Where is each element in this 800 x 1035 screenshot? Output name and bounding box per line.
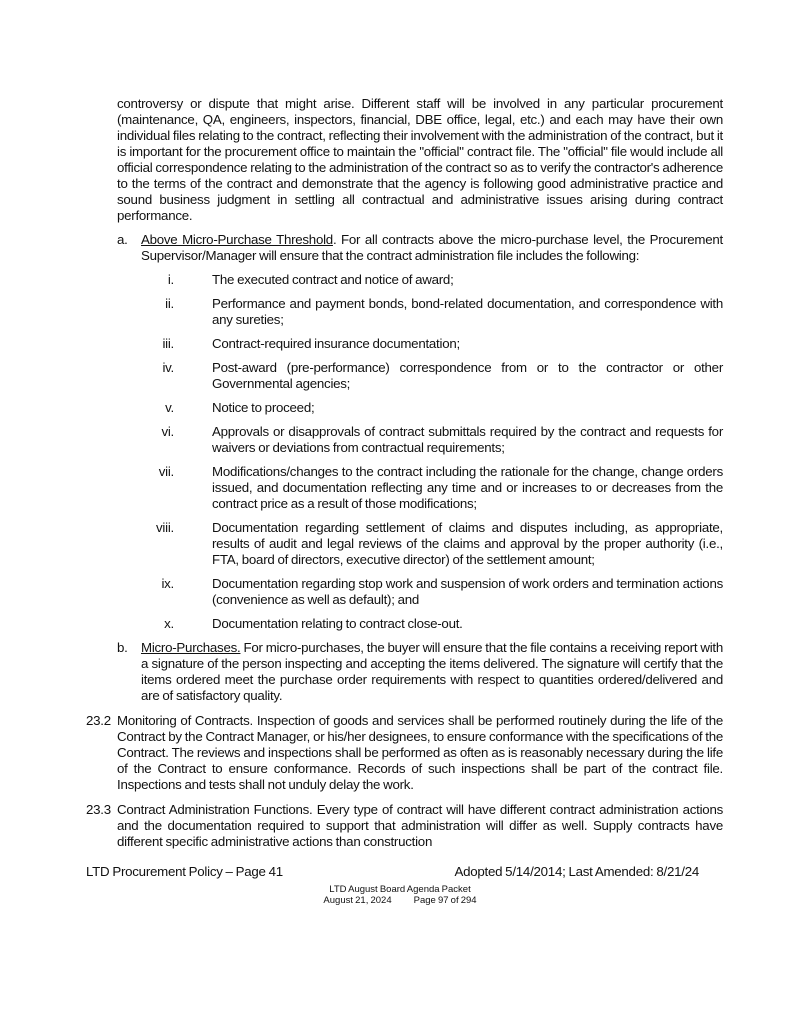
- footer-right: Adopted 5/14/2014; Last Amended: 8/21/24: [454, 864, 699, 879]
- list-item: [130, 296, 723, 328]
- list-item-number: vi.: [161, 424, 174, 439]
- list-item: [130, 520, 723, 568]
- list-item-number: ix.: [161, 576, 174, 591]
- list-item: [130, 464, 723, 512]
- list-item-number: ii.: [165, 296, 174, 311]
- list-item-text: Documentation relating to contract close-out.: [212, 616, 463, 631]
- item-a-text: . For all contracts above the micro-purchase level, the Procurement Supervisor/Manager will ensure that the contract administration file includes the following:: [141, 232, 723, 263]
- page-footer: [0, 864, 800, 924]
- list-item-text: Modifications/changes to the contract including the rationale for the change, change orders issued, and documentation reflecting any time and or increases to or decreases from the contract price as a result of those modifications;: [212, 464, 723, 511]
- packet-info: [0, 895, 800, 906]
- list-item-text: Performance and payment bonds, bond-related documentation, and correspondence with any sureties;: [212, 296, 723, 327]
- packet-date: August 21, 2024: [323, 895, 392, 906]
- section-text: Monitoring of Contracts. Inspection of goods and services shall be performed routinely during the life of the Contract by the Contract Manager, or his/her designees, to ensure conformance with the specifications of the Contract. The reviews and inspections shall be performed as often as is reasonably necessary during the life of the Contract to ensure conformance. Records of such inspections shall be part of the contract file. Inspections and tests shall not unduly delay the work.: [117, 713, 723, 792]
- list-item-number: x.: [164, 616, 174, 631]
- section-number: 23.3: [86, 802, 111, 817]
- list-item-number: vii.: [158, 464, 174, 479]
- item-b-body: [141, 640, 723, 704]
- roman-list: [0, 272, 800, 632]
- item-b-heading: Micro-Purchases.: [141, 640, 241, 655]
- list-item: [130, 400, 723, 416]
- section-number: 23.2: [86, 713, 111, 728]
- section-23-3: [86, 802, 723, 850]
- list-item-text: Post-award (pre-performance) correspondence from or to the contractor or other Governmental agencies;: [212, 360, 723, 391]
- list-item: [130, 336, 723, 352]
- packet-page: Page 97 of 294: [413, 895, 477, 906]
- list-item: [130, 424, 723, 456]
- list-item-text: Approvals or disapprovals of contract submittals required by the contract and requests for waivers or deviations from contractual requirements;: [212, 424, 723, 455]
- section-23-2: [86, 713, 723, 793]
- item-b: [117, 640, 723, 704]
- list-item-number: iv.: [162, 360, 174, 375]
- list-item: [130, 360, 723, 392]
- list-item-text: Notice to proceed;: [212, 400, 315, 415]
- list-item-text: Contract-required insurance documentation;: [212, 336, 460, 351]
- list-item-number: viii.: [156, 520, 174, 535]
- item-a-heading: Above Micro-Purchase Threshold: [141, 232, 333, 247]
- list-item-text: Documentation regarding stop work and suspension of work orders and termination actions (convenience as well as default); and: [212, 576, 723, 607]
- list-item-number: v.: [165, 400, 174, 415]
- item-a-body: [141, 232, 723, 264]
- list-item: [130, 272, 723, 288]
- item-a-letter: a.: [117, 232, 128, 247]
- packet-title: LTD August Board Agenda Packet: [329, 884, 471, 895]
- item-a: [117, 232, 723, 264]
- footer-left: LTD Procurement Policy – Page 41: [86, 864, 283, 879]
- intro-paragraph: controversy or dispute that might arise. Different staff will be involved in any particular procurement (maintenance, QA, engineers, inspectors, financial, DBE office, legal, etc.) and each may have their own individual files relating to the contract, reflecting their involvement with the administration of the contract, but it is important for the procurement office to maintain the "official" contract file. The "official" file would include all official correspondence relating to the administration of the contract so as to verify the contractor's adherence to the terms of the contract and demonstrate that the agency is following good administrative practice and sound business judgment in settling all contractual and administrative issues arising during contract performance.: [117, 96, 723, 223]
- item-b-text: For micro-purchases, the buyer will ensure that the file contains a receiving report with a signature of the person inspecting and accepting the items delivered. The signature will certify that the items ordered meet the purchase order requirements with respect to quantities ordered/delivered and are of satisfactory quality.: [141, 640, 723, 703]
- section-text: Contract Administration Functions. Every type of contract will have different contract administration actions and the documentation required to support that administration will differ as well. Supply contracts have different specific administrative actions than construction: [117, 802, 723, 849]
- list-item-text: The executed contract and notice of award;: [212, 272, 454, 287]
- list-item-text: Documentation regarding settlement of claims and disputes including, as appropriate, results of audit and legal reviews of the claims and approval by the proper authority (i.e., FTA, board of directors, executive director) of the settlement amount;: [212, 520, 723, 567]
- list-item-number: iii.: [162, 336, 174, 351]
- list-item-number: i.: [167, 272, 174, 287]
- list-item: [130, 576, 723, 608]
- item-b-letter: b.: [117, 640, 128, 655]
- list-item: [130, 616, 723, 632]
